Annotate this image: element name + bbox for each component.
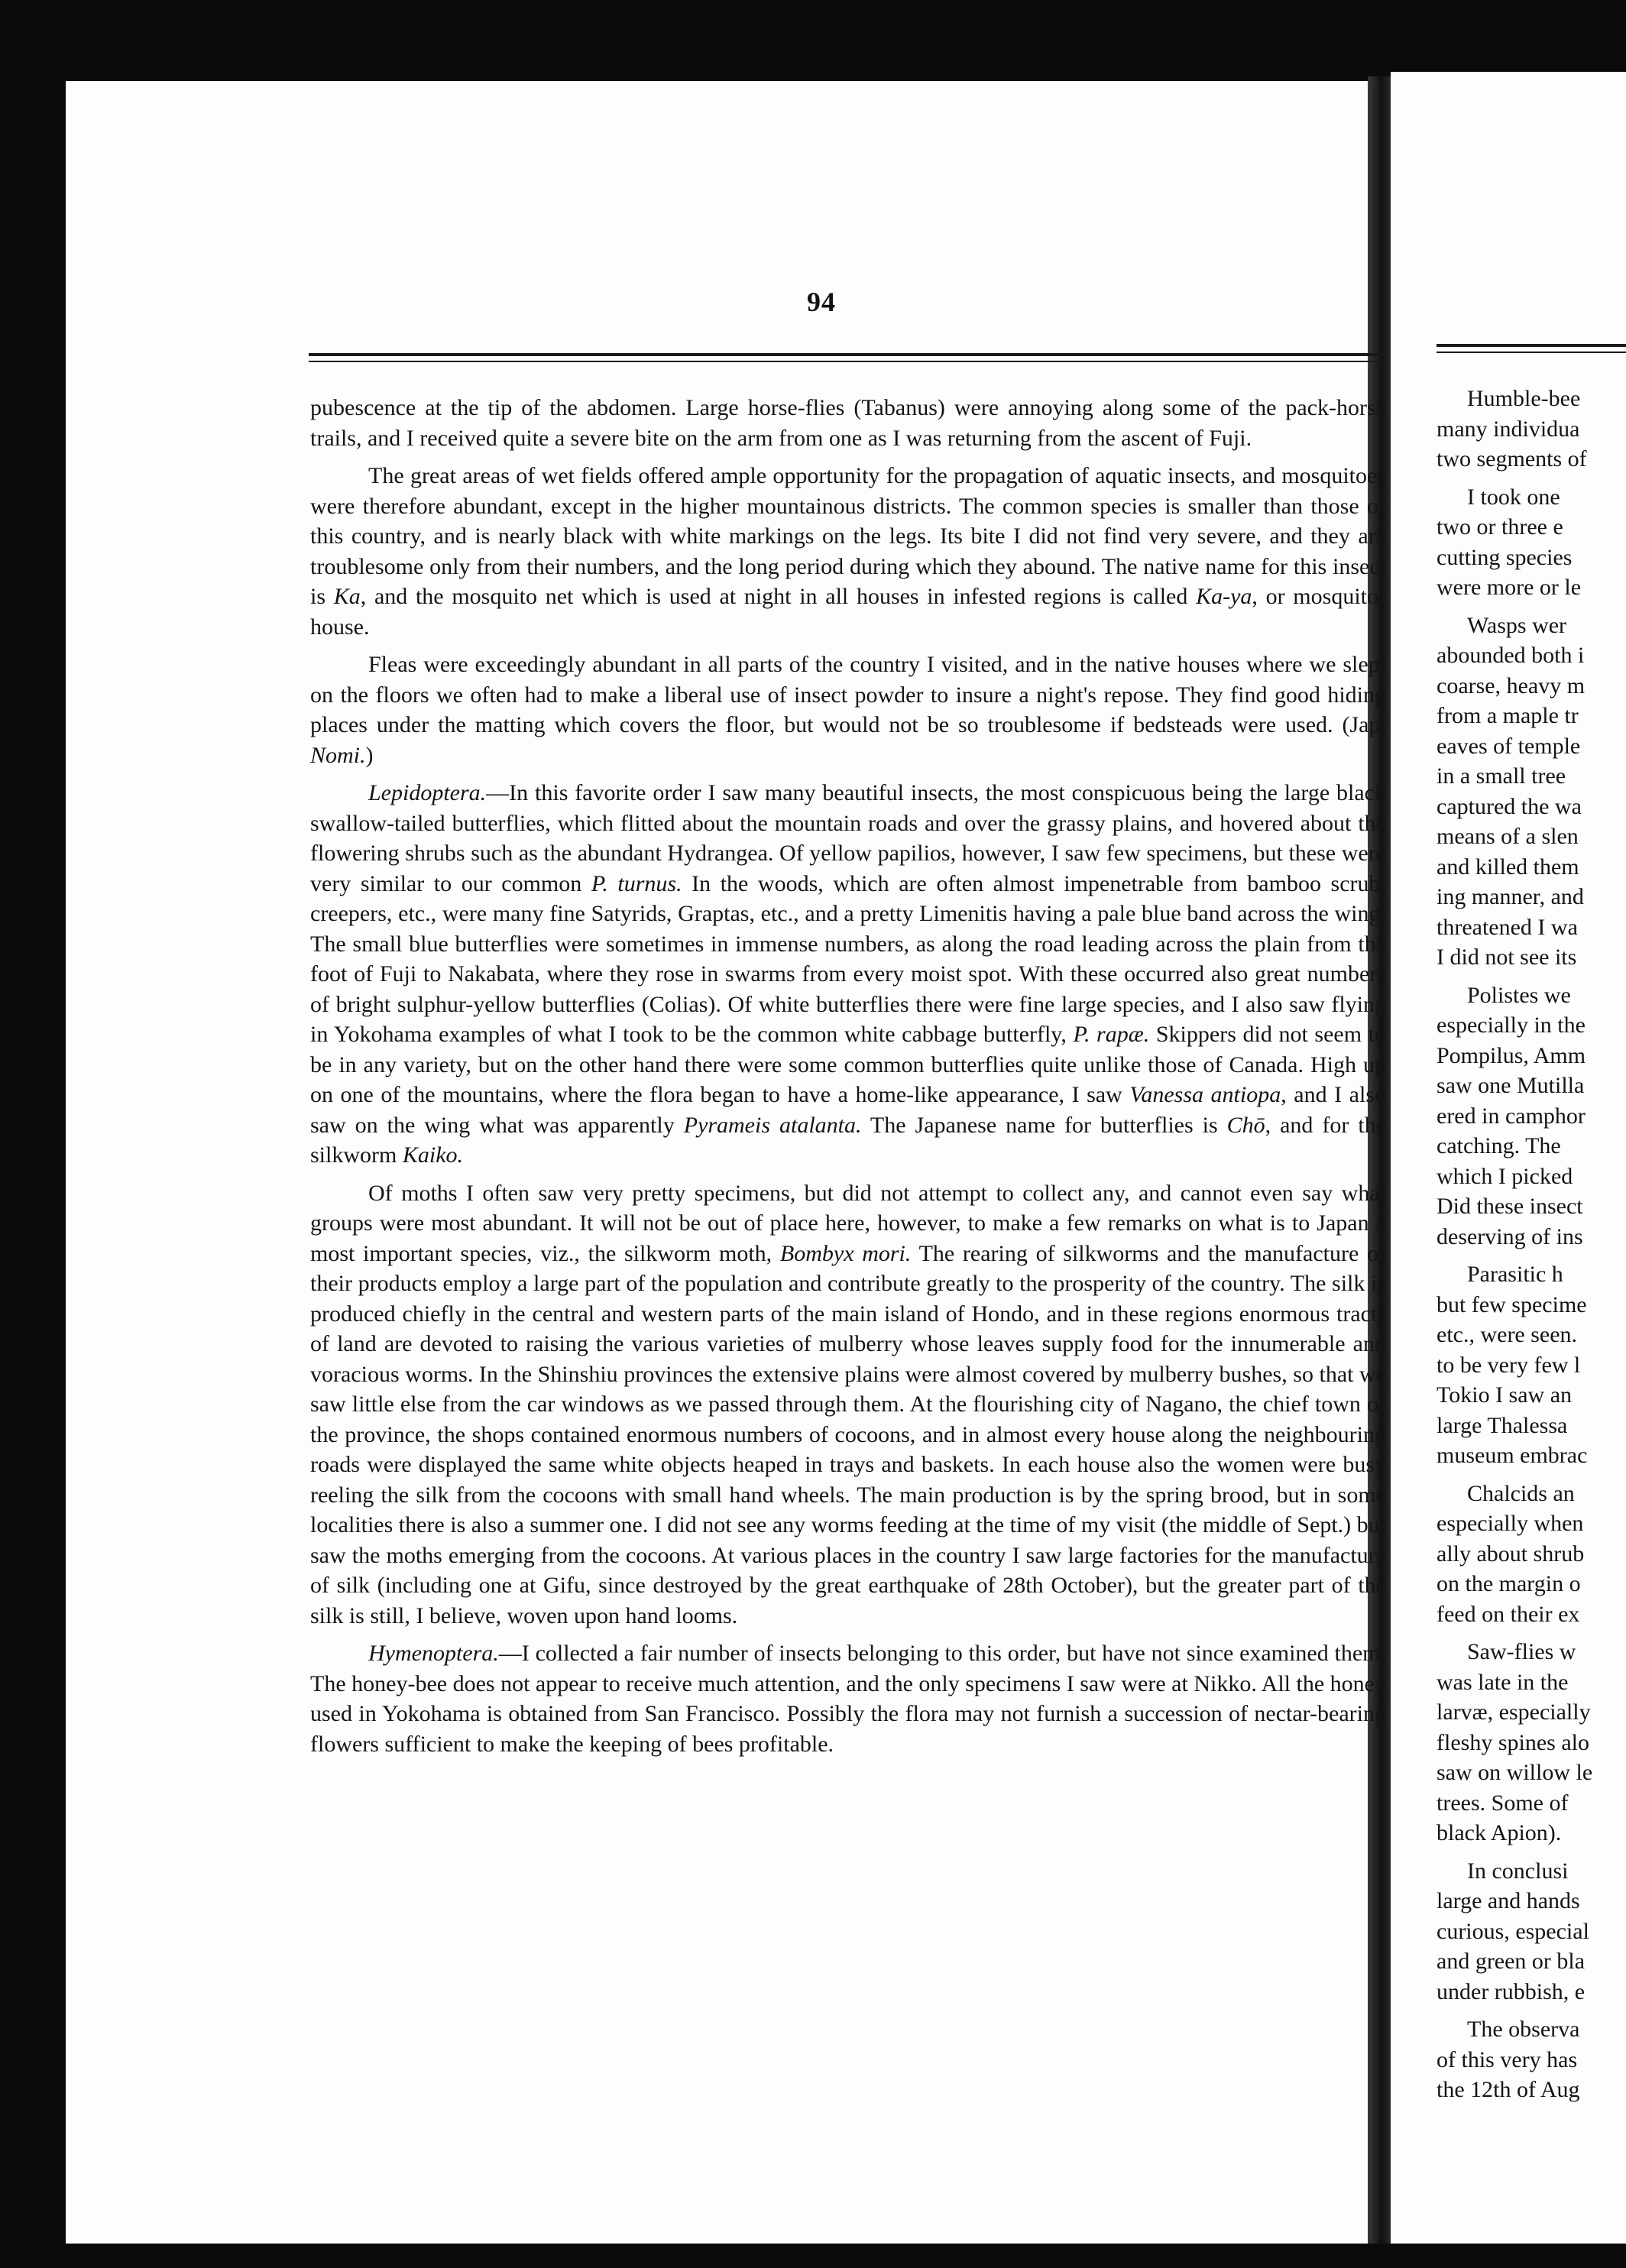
cropped-text-line: deserving of ins	[1437, 1223, 1583, 1249]
text-run: pubescence at the tip of the abdomen. Large horse-flies (Tabanus) were annoying along some of the pack-horse trails, and I received quite a severe bite on the arm from one as I was returning from the ascent of Fuji.	[310, 395, 1386, 451]
cropped-text-line: I took one	[1467, 484, 1560, 510]
cropped-text-line: from a maple tr	[1437, 703, 1579, 728]
paragraph	[310, 393, 1386, 453]
cropped-text-line: Humble-bee	[1467, 386, 1581, 411]
text-run: The Japanese name for butterflies is	[861, 1112, 1227, 1138]
italic-text: Ka-ya	[1196, 584, 1252, 609]
cropped-text-line: which I picked	[1437, 1163, 1573, 1189]
cropped-text-line: Saw-flies w	[1467, 1639, 1576, 1664]
cropped-text-line: feed on their ex	[1437, 1601, 1580, 1627]
cropped-text-line: trees. Some of	[1437, 1790, 1569, 1816]
cropped-text-line: Pompilus, Amm	[1437, 1042, 1586, 1068]
left-page-body	[310, 393, 1386, 1767]
text-run: , and for the silkworm	[310, 1112, 1387, 1168]
page-number: 94	[807, 287, 836, 317]
cropped-text-line: ered in camphor	[1437, 1103, 1586, 1129]
italic-text: Hymenoptera.	[368, 1641, 499, 1666]
cropped-text-line: I did not see its	[1437, 944, 1577, 970]
italic-text: Chō	[1226, 1112, 1265, 1138]
cropped-text-line: to be very few l	[1437, 1352, 1581, 1378]
italic-text: Nomi.	[310, 742, 366, 768]
text-run: —In this favorite order I saw many beautiful insects, the most conspicuous being the large black swallow-tailed butterflies, which flitted about the mountain roads and over the grassy plains, and hovered about the flowering shrubs such as the abundant Hydrangea. Of yellow papilios, however, I saw few specimens, but these were very similar to our common	[310, 780, 1386, 896]
cropped-text-line: but few specime	[1437, 1291, 1587, 1317]
text-run: In the woods, which are often almost impenetrable from bamboo scrub, creepers, etc., were many fine Satyrids, Graptas, etc., and a pretty Limenitis having a pale blue band across the wing. The small blue butterflies were sometimes in immense numbers, as along the road leading across the plain from the foot of Fuji to Nakabata, where they rose in swarms from every moist spot. With these occurred also great numbers of bright sulphur-yellow butterflies (Colias). Of white butterflies there were fine large species, and I also saw flying in Yokohama examples of what I took to be the common white cabbage butterfly,	[310, 870, 1387, 1047]
text-run: Of moths I often saw very pretty specimens, but did not attempt to collect any, and cannot even say what groups were most abundant. It will not be out of place here, however, to make a few remarks on what is to Japan a most important species, viz., the silkworm moth,	[310, 1180, 1386, 1266]
text-run: , or mosquito-house.	[310, 584, 1386, 640]
cropped-text-line: fleshy spines alo	[1437, 1729, 1589, 1755]
text-run: —I collected a fair number of insects belonging to this order, but have not since examined them. The honey-bee does not appear to receive much attention, and the only specimens I saw were at Nikko. All the honey used in Yokohama is obtained from San Francisco. Possibly the flora may not furnish a succession of nectar-bearing flowers sufficient to make the keeping of bees profitable.	[310, 1641, 1386, 1757]
italic-text: P. turnus.	[591, 870, 682, 896]
italic-text: Kaiko.	[402, 1142, 464, 1168]
text-run: The great areas of wet fields offered ample opportunity for the propagation of aquatic insects, and mosquitoes were therefore abundant, except in the higher mountainous districts. The common species is smaller than those of this country, and is nearly black with white markings on the legs. Its bite I did not find very severe, and they are troublesome only from their numbers, and the long period during which they abound. The native name for this insect is	[310, 463, 1386, 609]
cropped-text-line: Tokio I saw an	[1437, 1382, 1573, 1408]
header-rule-thick	[309, 353, 1388, 356]
cropped-text-line: coarse, heavy m	[1437, 672, 1586, 698]
cropped-text-line: on the margin o	[1437, 1571, 1581, 1596]
italic-text: P. rapæ.	[1073, 1022, 1150, 1047]
cropped-text-line: and green or bla	[1437, 1949, 1586, 1974]
cropped-text-line: in a small tree	[1437, 763, 1566, 789]
right-header-rule-thin	[1437, 352, 1626, 353]
cropped-text-line: black Apion).	[1437, 1820, 1562, 1845]
text-run: Fleas were exceedingly abundant in all parts of the country I visited, and in the native houses where we slept on the floors we often had to make a liberal use of insect powder to insure a night's repose. They find good hiding places under the matting which covers the floor, but would not be so troublesome if bedsteads were used. (Jap.	[310, 652, 1386, 737]
paragraph	[310, 461, 1386, 642]
cropped-text-line: The observa	[1467, 2017, 1580, 2042]
left-page	[66, 81, 1387, 2244]
italic-text: Bombyx mori.	[779, 1240, 912, 1266]
cropped-text-line: many individua	[1437, 416, 1580, 442]
italic-text: Ka	[333, 584, 361, 609]
cropped-text-line: larvæ, especially	[1437, 1699, 1591, 1725]
cropped-text-line: especially in the	[1437, 1013, 1586, 1038]
cropped-text-line: Parasitic h	[1467, 1262, 1563, 1287]
cropped-text-line: large Thalessa	[1437, 1412, 1568, 1438]
cropped-text-line: threatened I wa	[1437, 914, 1578, 940]
paragraph	[310, 1638, 1386, 1759]
italic-text: Vanessa antiopa	[1129, 1082, 1281, 1107]
right-page-body	[1437, 384, 1626, 2105]
cropped-text-line: the 12th of Aug	[1437, 2077, 1580, 2102]
paragraph	[310, 650, 1386, 770]
header-rule-thin	[309, 361, 1388, 362]
italic-text: Lepidoptera.	[368, 780, 487, 805]
cropped-text-line: etc., were seen.	[1437, 1322, 1578, 1347]
cropped-text-line: Polistes we	[1467, 982, 1571, 1008]
cropped-text-line: eaves of temple	[1437, 733, 1581, 759]
italic-text: Pyrameis atalanta.	[683, 1112, 862, 1138]
cropped-text-line: saw one Mutilla	[1437, 1073, 1585, 1098]
cropped-text-line: Chalcids an	[1467, 1480, 1575, 1506]
cropped-text-line: abounded both i	[1437, 643, 1585, 668]
paragraph	[310, 778, 1386, 1171]
right-page-fragment	[1391, 72, 1626, 2244]
text-run: , and the mosquito net which is used at night in all houses in infested regions is called	[360, 584, 1197, 609]
cropped-text-line: In conclusi	[1467, 1858, 1569, 1884]
paragraph	[310, 1178, 1386, 1631]
text-run: )	[365, 742, 374, 768]
cropped-text-line: two segments of	[1437, 446, 1587, 471]
cropped-text-line: ally about shrub	[1437, 1541, 1585, 1567]
cropped-text-line: museum embrac	[1437, 1443, 1588, 1468]
cropped-text-line: large and hands	[1437, 1888, 1580, 1913]
text-run: , and I also saw on the wing what was apparently	[310, 1082, 1386, 1138]
cropped-text-line: captured the wa	[1437, 793, 1582, 819]
cropped-text-line: catching. The	[1437, 1133, 1561, 1158]
cropped-text-line: ing manner, and	[1437, 884, 1584, 909]
cropped-text-line: were more or le	[1437, 575, 1582, 600]
text-run: The rearing of silkworms and the manufacture of their products employ a large part of the population and contribute greatly to the prosperity of the country. The silk is produced chiefly in the central and western parts of the main island of Hondo, and in these regions enormous tracts of land are devoted to raising the various varieties of mulberry whose leaves supply food for the innumerable and voracious worms. In the Shinshiu provinces the extensive plains were almost covered by mulberry bushes, so that we saw little else from the car windows as we passed through them. At the flourishing city of Nagano, the chief town of the province, the shops contained enormous numbers of cocoons, and in almost every house along the neighbouring roads were displayed the same white objects heaped in trays and baskets. In each house also the women were busy reeling the silk from the cocoons with small hand wheels. The main production is by the spring brood, but in some localities there is also a summer one. I did not see any worms feeding at the time of my visit (the middle of Sept.) but saw the moths emerging from the cocoons. At various places in the country I saw large factories for the manufacture of silk (including one at Gifu, since destroyed by the great earthquake of 28th October), but the greater part of the silk is still, I believe, woven upon hand looms.	[310, 1240, 1387, 1628]
cropped-text-line: cutting species	[1437, 544, 1573, 570]
right-header-rule-thick	[1437, 344, 1626, 347]
cropped-text-line: saw on willow le	[1437, 1760, 1593, 1785]
cropped-text-line: two or three e	[1437, 514, 1563, 539]
cropped-text-line: and killed them	[1437, 854, 1579, 880]
cropped-text-line: was late in the	[1437, 1669, 1569, 1695]
cropped-text-line: of this very has	[1437, 2046, 1578, 2072]
text-run: Skippers did not seem to be in any variety, but on the other hand there were some common butterflies quite unlike those of Canada. High up on one of the mountains, where the flora began to have a home-like appearance, I saw	[310, 1022, 1386, 1107]
cropped-text-line: means of a slen	[1437, 824, 1579, 849]
cropped-text-line: Wasps wer	[1467, 612, 1567, 638]
cropped-text-line: under rubbish, e	[1437, 1978, 1586, 2004]
cropped-text-line: Did these insect	[1437, 1194, 1583, 1219]
cropped-text-line: especially when	[1437, 1511, 1584, 1536]
cropped-text-line: curious, especial	[1437, 1918, 1589, 1944]
